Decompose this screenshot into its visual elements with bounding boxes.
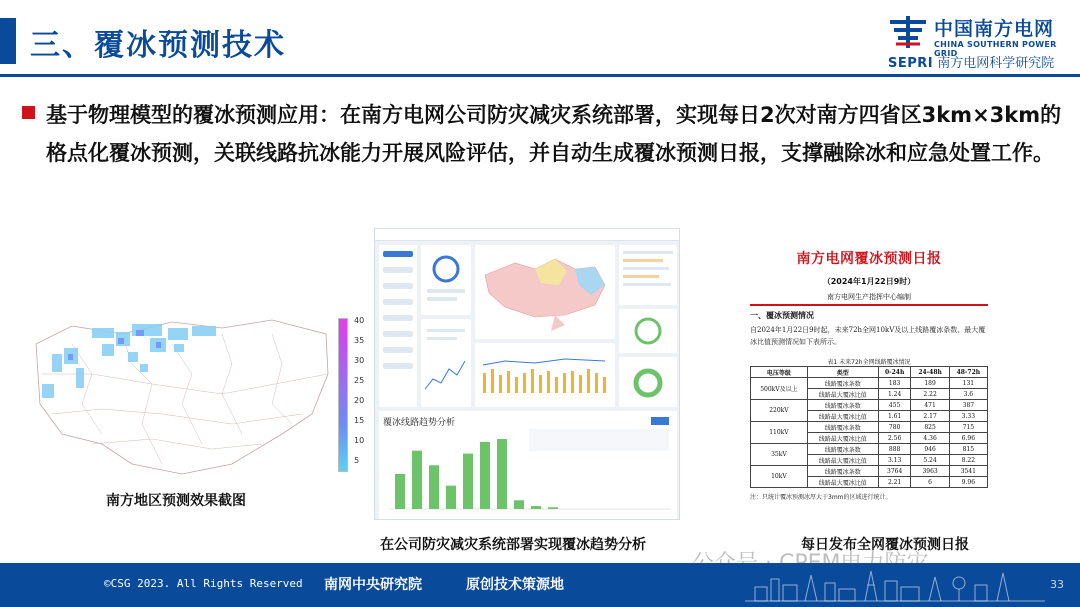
dashboard-donut-graphic <box>619 357 677 407</box>
table-header: 电压等级 <box>751 367 808 378</box>
table-cell: 8.22 <box>949 455 987 466</box>
dashboard-nav-item <box>383 283 413 289</box>
table-cell: 线路覆冰条数 <box>807 378 878 389</box>
table-header: 48-72h <box>949 367 987 378</box>
footer-slogan-a: 南网中央研究院 <box>324 577 422 593</box>
table-cell: 5.24 <box>911 455 949 466</box>
table-cell: 线路最大覆冰比值 <box>807 389 878 400</box>
dashboard-nav-item <box>383 299 413 305</box>
table-cell: 815 <box>949 444 987 455</box>
dashboard-gauge-graphic <box>619 309 677 353</box>
table-cell: 线路最大覆冰比值 <box>807 433 878 444</box>
table-row <box>751 466 988 477</box>
colorbar-tick: 5 <box>354 456 360 465</box>
dashboard-nav-item <box>383 347 413 353</box>
south-china-map-image <box>32 314 330 482</box>
table-row <box>751 422 988 433</box>
table-cell: 183 <box>878 378 911 389</box>
table-cell: 471 <box>911 400 949 411</box>
table-cell: 线路覆冰条数 <box>807 444 878 455</box>
dashboard-nav-item <box>383 267 413 273</box>
dashboard-caption: 在公司防灾减灾系统部署实现覆冰趋势分析 <box>380 537 646 553</box>
header-divider <box>0 74 1080 77</box>
logo-institute <box>888 52 1054 71</box>
table-cell: 线路最大覆冰比值 <box>807 455 878 466</box>
table-cell: 3764 <box>878 466 911 477</box>
trend-bar <box>446 486 456 509</box>
icing-trend-chart <box>379 411 677 519</box>
table-cell: 715 <box>949 422 987 433</box>
table-cell: 线路覆冰条数 <box>807 422 878 433</box>
dashboard-screenshot <box>374 228 680 520</box>
table-cell: 2.22 <box>911 389 949 400</box>
report-note: 注：只统计覆冰预测冰厚大于3mm的区域进行统计。 <box>750 494 892 501</box>
dashboard-stat-card <box>421 245 471 315</box>
trend-bar <box>412 451 422 509</box>
trend-bar <box>480 442 490 509</box>
city-skyline-icon <box>745 567 1045 603</box>
csg-logo <box>888 10 1068 70</box>
colorbar-tick: 30 <box>354 356 365 365</box>
bullet-text: 基于物理模型的覆冰预测应用：在南方电网公司防灾减灾系统部署，实现每日2次对南方四省区3km×3km的格点化覆冰预测，关联线路抗冰能力开展风险评估，并自动生成覆冰预测日报，支撑融除冰和应急处置工作。 <box>46 103 1062 165</box>
table-cell: 3.13 <box>878 455 911 466</box>
report-table <box>750 366 988 488</box>
logo-chinese-name: 中国南方电网 <box>934 18 1055 40</box>
trend-bar <box>395 474 405 509</box>
dashboard-nav-item <box>383 331 413 337</box>
colorbar-tick: 25 <box>354 376 365 385</box>
slide-header <box>0 0 1080 78</box>
report-paragraph: 自2024年1月22日9时起，未来72h全网10kV及以上线路覆冰条数、最大覆冰比值预测情况如下表所示。 <box>750 326 986 346</box>
table-cell: 2.21 <box>878 477 911 488</box>
table-cell-voltage: 220kV <box>751 400 808 422</box>
table-cell: 3963 <box>911 466 949 477</box>
report-date: （2024年1月22日9时） <box>822 277 916 286</box>
report-table-header-row <box>751 367 988 378</box>
footer-slogan-b: 原创技术策源地 <box>466 577 564 593</box>
table-header: 24-48h <box>911 367 949 378</box>
table-cell: 线路最大覆冰比值 <box>807 411 878 422</box>
forecast-map-panel <box>32 314 365 484</box>
table-cell-voltage: 110kV <box>751 422 808 444</box>
table-cell: 946 <box>911 444 949 455</box>
report-org: 南方电网生产指挥中心编制 <box>827 293 911 301</box>
dashboard-list-card <box>619 245 677 305</box>
table-cell: 888 <box>878 444 911 455</box>
table-cell: 3541 <box>949 466 987 477</box>
table-cell-voltage: 35kV <box>751 444 808 466</box>
chart-query-button[interactable] <box>651 417 669 425</box>
table-cell: 线路最大覆冰比值 <box>807 477 878 488</box>
logo-english-name: CHINA SOUTHERN POWER GRID <box>934 40 1057 58</box>
trend-bar <box>531 506 541 509</box>
table-cell: 9.96 <box>949 477 987 488</box>
colorbar-tick: 35 <box>354 336 365 345</box>
table-row <box>751 444 988 455</box>
table-cell: 2.17 <box>911 411 949 422</box>
table-cell: 1.24 <box>878 389 911 400</box>
table-cell: 3.6 <box>949 389 987 400</box>
colorbar-tick: 20 <box>354 396 365 405</box>
table-cell: 线路覆冰条数 <box>807 466 878 477</box>
bullet-square-icon <box>22 106 35 119</box>
colorbar-tick: 10 <box>354 436 365 445</box>
trend-bar <box>548 507 558 509</box>
slide-title: 三、覆冰预测技术 <box>30 28 286 63</box>
table-cell: 780 <box>878 422 911 433</box>
colorbar-tick: 40 <box>354 316 365 325</box>
trend-bar <box>429 465 439 509</box>
colorbar-legend <box>338 318 348 472</box>
dashboard-side-chart-graphic <box>421 319 471 407</box>
table-cell: 2.56 <box>878 433 911 444</box>
dashboard-side-chart-card <box>421 319 471 407</box>
footer-copyright: ©CSG 2023. All Rights Reserved <box>104 577 303 590</box>
table-cell: 6.96 <box>949 433 987 444</box>
logo-institute-name: 南方电网科学研究院 <box>937 56 1055 71</box>
table-cell: 6 <box>911 477 949 488</box>
csg-logo-icon <box>888 14 928 50</box>
table-cell: 455 <box>878 400 911 411</box>
table-row <box>751 400 988 411</box>
table-header: 类型 <box>807 367 878 378</box>
table-cell-voltage: 500kV及以上 <box>751 378 808 400</box>
report-divider <box>750 304 988 306</box>
table-cell: 189 <box>911 378 949 389</box>
table-cell: 131 <box>949 378 987 389</box>
dashboard-sidebar <box>379 245 417 407</box>
title-accent-bar <box>0 18 16 64</box>
chart-filter-panel <box>529 429 669 451</box>
chart-title: 覆冰线路趋势分析 <box>383 418 456 428</box>
slide-footer <box>0 563 1080 607</box>
table-cell: 825 <box>911 422 949 433</box>
dashboard-list-graphic <box>619 245 677 305</box>
dashboard-nav-item <box>383 363 413 369</box>
table-cell: 线路覆冰条数 <box>807 400 878 411</box>
dashboard-nav-item <box>383 315 413 321</box>
dashboard-timeline-graphic <box>475 343 615 407</box>
report-table-caption: 表1 未来72h全网线路覆冰情况 <box>827 359 911 366</box>
table-cell: 1.61 <box>878 411 911 422</box>
table-row <box>751 378 988 389</box>
table-header: 0-24h <box>878 367 911 378</box>
logo-sepri: SEPRI <box>888 56 934 71</box>
dashboard-stat-graphic <box>421 245 471 315</box>
map-caption: 南方地区预测效果截图 <box>106 493 246 509</box>
trend-bar <box>463 454 473 509</box>
table-cell: 3.33 <box>949 411 987 422</box>
page-number: 33 <box>1050 578 1064 591</box>
table-cell: 387 <box>949 400 987 411</box>
dashboard-gauge-card <box>619 309 677 353</box>
trend-bar <box>497 439 507 509</box>
icing-daily-report <box>746 230 992 510</box>
dashboard-topbar <box>375 229 680 241</box>
report-title: 南方电网覆冰预测日报 <box>796 251 942 267</box>
dashboard-map-graphic <box>475 245 615 339</box>
trend-bar <box>514 500 524 509</box>
table-cell-voltage: 10kV <box>751 466 808 488</box>
dashboard-nav-item <box>383 251 413 257</box>
dashboard-donut-card <box>619 357 677 407</box>
dashboard-map-card <box>475 245 615 339</box>
table-cell: 4.36 <box>911 433 949 444</box>
colorbar-tick: 15 <box>354 416 365 425</box>
dashboard-timeline-card <box>475 343 615 407</box>
report-section-heading: 一、覆冰预测情况 <box>750 311 814 320</box>
report-caption: 每日发布全网覆冰预测日报 <box>801 537 969 553</box>
